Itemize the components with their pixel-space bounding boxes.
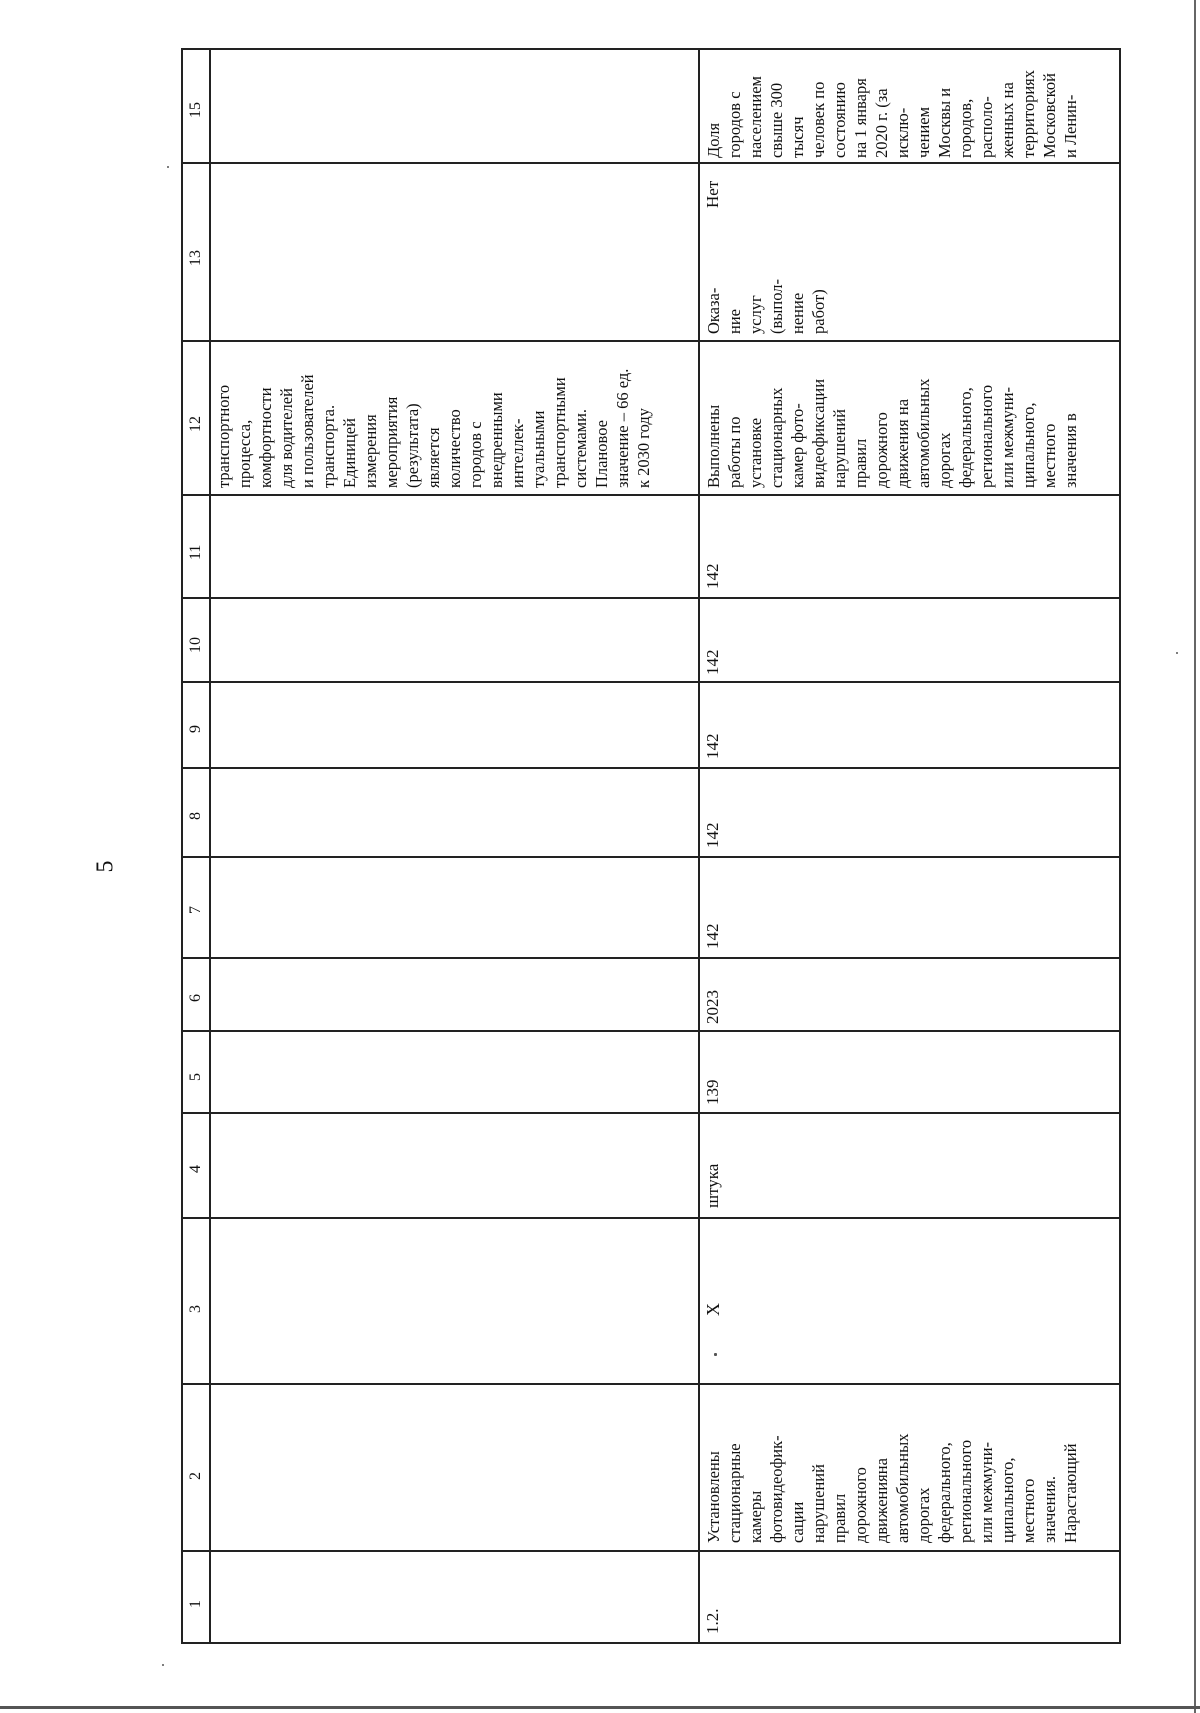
column-divider — [181, 494, 1121, 496]
cell-text-line: дорогах — [935, 432, 954, 488]
cell-text-line: на 1 января — [851, 78, 870, 158]
cell-text-line: (выпол- — [767, 279, 786, 334]
cell-text-line: федерального, — [935, 1442, 954, 1543]
cell-text-line: нарушений — [830, 409, 849, 488]
cell-text-line: видеофиксации — [809, 378, 828, 488]
table-border-bottom — [181, 1642, 1121, 1644]
col-header-6: 6 — [187, 994, 204, 1002]
cell-text-line: свыше 300 — [767, 82, 786, 158]
table-border-top — [181, 48, 1121, 50]
cell-text-line: федерального, — [956, 387, 975, 488]
cell-text-line: интеллек- — [508, 418, 527, 488]
table-border-left — [181, 48, 183, 1644]
cell-text-line: правил — [830, 1493, 849, 1543]
cell-text-line: городов, — [956, 98, 975, 158]
cell-text-line: человек по — [809, 81, 828, 158]
cell-text-line: камер фото- — [788, 403, 807, 488]
cell-text-line: транспорта. — [319, 404, 338, 488]
row-1-2-col8: 142 — [703, 822, 722, 848]
cell-text-line: стационарных — [767, 387, 786, 488]
cell-text-line: туальными — [529, 410, 548, 488]
column-divider — [181, 340, 1121, 342]
cell-text-line: работы по — [725, 416, 744, 488]
cell-text-line: установке — [746, 417, 765, 488]
cell-text-line: транспортными — [550, 377, 569, 488]
row-1-2-col6: 2023 — [703, 990, 722, 1024]
header-row-divider — [209, 48, 211, 1644]
cell-text-line: сации — [788, 1501, 807, 1543]
cell-text-line: 2020 г. (за — [872, 88, 891, 158]
cell-text-line: является — [424, 427, 443, 488]
column-divider — [181, 597, 1121, 599]
cell-text-line: движенияна — [872, 1458, 891, 1543]
cell-text-line: автомобильных — [914, 378, 933, 488]
row-1-2-col5: 139 — [703, 1079, 722, 1105]
col-header-4: 4 — [187, 1165, 204, 1173]
cell-text-line: услуг — [746, 295, 765, 334]
cell-text-line: автомобильных — [893, 1433, 912, 1543]
col-header-15: 15 — [187, 102, 204, 118]
row-1-2-col13-text — [703, 279, 829, 334]
row-1-2-col3: Х — [703, 1303, 723, 1316]
cell-text-line: камеры — [746, 1490, 765, 1543]
cell-text-line: Оказа- — [704, 287, 723, 334]
cell-text-line: дорогах — [914, 1487, 933, 1543]
page-number: 5 — [92, 860, 119, 873]
cell-text-line: значение – 66 ед. — [613, 368, 632, 488]
col-header-8: 8 — [187, 812, 204, 820]
continuation-col12-text — [213, 369, 654, 488]
column-divider — [181, 1383, 1121, 1385]
cell-text-line: Доля — [704, 122, 723, 158]
table-border-right — [1119, 48, 1121, 1644]
cell-text-line: системами. — [571, 408, 590, 488]
column-divider — [181, 767, 1121, 769]
cell-text-line: Установлены — [704, 1451, 723, 1543]
cell-text-line: процесса, — [235, 419, 254, 488]
col-header-10: 10 — [187, 637, 204, 653]
cell-text-line: Единицей — [340, 418, 359, 488]
cell-text-line: движения на — [893, 398, 912, 488]
cell-text-line: значения. — [1040, 1475, 1059, 1543]
column-divider — [181, 1030, 1121, 1032]
cell-text-line: измерения — [361, 414, 380, 488]
scan-speck — [167, 166, 169, 168]
col-header-2: 2 — [187, 1472, 204, 1480]
scan-edge-bottom — [0, 1706, 1200, 1709]
cell-text-line: ципального, — [998, 1457, 1017, 1543]
cell-text-line: женных на — [998, 82, 1017, 158]
cell-text-line: фотовидеофик- — [767, 1435, 786, 1543]
scan-dot — [714, 1353, 717, 1356]
cell-text-line: регионального — [977, 384, 996, 488]
column-divider — [181, 856, 1121, 858]
data-table — [181, 48, 1121, 1644]
row-1-2-col10: 142 — [703, 649, 722, 675]
cell-text-line: территориях — [1019, 69, 1038, 158]
cell-text-line: ние — [725, 309, 744, 334]
cell-text-line: дорожного — [851, 1467, 870, 1543]
cell-text-line: количество — [445, 409, 464, 488]
cell-text-line: местного — [1019, 1478, 1038, 1543]
cell-text-line: Нарастающий — [1061, 1443, 1080, 1543]
cell-text-line: городов с — [466, 421, 485, 488]
col-header-13: 13 — [187, 250, 204, 266]
row-1-2-col7: 142 — [703, 923, 722, 949]
cell-text-line: или межмуни- — [998, 386, 1017, 488]
column-divider — [181, 1217, 1121, 1219]
cell-text-line: Плановое — [592, 419, 611, 488]
cell-text-line: транспортного — [214, 384, 233, 488]
column-divider — [181, 957, 1121, 959]
scan-edge-right — [1194, 0, 1196, 1713]
col-header-9: 9 — [187, 725, 204, 733]
row-1-2-col14: Нет — [703, 180, 722, 208]
cell-text-line: Москвы и — [935, 87, 954, 158]
row-1-2-col2-text — [703, 1434, 1081, 1543]
row-divider — [698, 48, 700, 1644]
row-1-2-col4: штука — [703, 1163, 722, 1208]
column-divider — [181, 162, 1121, 164]
col-header-1: 1 — [187, 1600, 204, 1608]
cell-text-line: регионального — [956, 1439, 975, 1543]
cell-text-line: населением — [746, 76, 765, 158]
col-header-11: 11 — [187, 544, 204, 560]
row-1-2-col9: 142 — [703, 733, 722, 759]
column-divider — [181, 1550, 1121, 1552]
scan-speck — [1176, 652, 1178, 654]
col-header-7: 7 — [187, 906, 204, 914]
cell-text-line: (результата) — [403, 403, 422, 488]
cell-text-line: исклю- — [893, 107, 912, 158]
cell-text-line: состоянию — [830, 82, 849, 158]
column-divider — [181, 681, 1121, 683]
cell-text-line: значения в — [1061, 413, 1080, 488]
cell-text-line: нарушений — [809, 1464, 828, 1543]
scan-speck — [162, 1664, 164, 1666]
cell-text-line: Московской — [1040, 73, 1059, 158]
cell-text-line: дорожного — [872, 412, 891, 488]
cell-text-line: нение — [788, 292, 807, 334]
cell-text-line: для водителей — [277, 388, 296, 488]
col-header-5: 5 — [187, 1073, 204, 1081]
row-1-2-col15-text — [703, 70, 1081, 158]
col-header-3: 3 — [187, 1305, 204, 1313]
cell-text-line: и Ленин- — [1061, 94, 1080, 158]
cell-text-line: располо- — [977, 96, 996, 158]
row-1-2-col11: 142 — [703, 563, 722, 589]
cell-text-line: внедренными — [487, 392, 506, 488]
column-divider — [181, 1112, 1121, 1114]
row-1-2-number: 1.2. — [703, 1608, 722, 1634]
cell-text-line: правил — [851, 438, 870, 488]
cell-text-line: к 2030 году — [634, 407, 653, 488]
cell-text-line: местного — [1040, 423, 1059, 488]
cell-text-line: городов с — [725, 91, 744, 158]
col-header-12: 12 — [187, 416, 204, 432]
cell-text-line: работ) — [809, 289, 828, 334]
cell-text-line: ципального, — [1019, 402, 1038, 488]
cell-text-line: и пользователей — [298, 374, 317, 488]
cell-text-line: комфортности — [256, 387, 275, 488]
cell-text-line: чением — [914, 106, 933, 158]
row-1-2-col12-text — [703, 379, 1081, 488]
cell-text-line: Выполнены — [704, 404, 723, 488]
cell-text-line: стационарные — [725, 1443, 744, 1543]
cell-text-line: тысяч — [788, 116, 807, 158]
cell-text-line: или межмуни- — [977, 1441, 996, 1543]
cell-text-line: мероприятия — [382, 396, 401, 488]
